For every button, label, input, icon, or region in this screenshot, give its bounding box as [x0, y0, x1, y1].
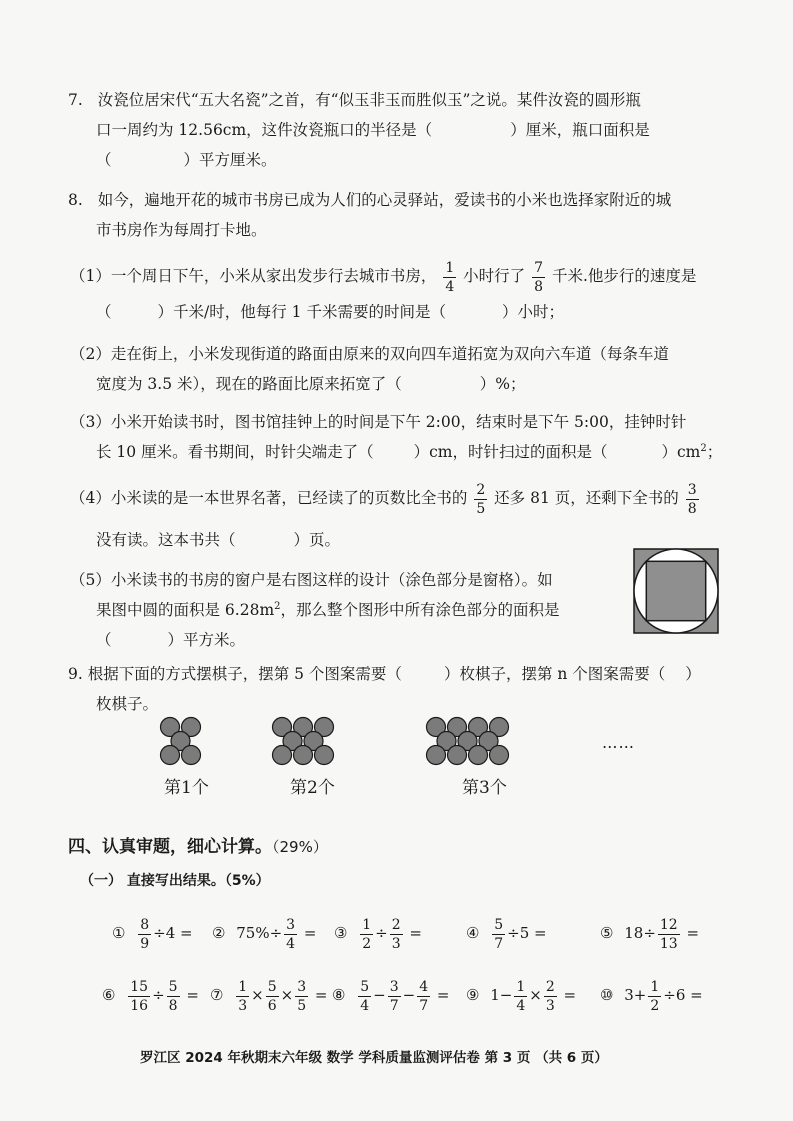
q8-p2-line1 [70, 342, 669, 364]
subsection-1-heading: （一） 直接写出结果。（5%） [80, 873, 270, 889]
q8-p5-line1: （5）小米读书的书房的窗户是右图这样的设计（涂色部分是窗格）。如 [70, 571, 553, 589]
q8-p2-line2: 宽度为 3.5 米），现在的路面比原来拓宽了（ ）%； [96, 375, 526, 393]
section-4-percent: （29%） [272, 838, 328, 856]
calc-3: ③ $\frac{1}{2}$ ÷ $\frac{2}{3}$ = [334, 916, 422, 952]
q8-p3-text-1: （3）小米开始读书时，图书馆挂钟上的时间是下午 2:00，结束时是下午 5:00，挂钟时针 [70, 413, 687, 431]
q8-number: 8. [68, 191, 83, 209]
q8-p3-line1 [70, 410, 686, 432]
q8-p5-line3: （ ）平方米。 [96, 631, 246, 649]
inner-square-shaded [646, 561, 705, 620]
calc-6: ⑥ $\frac{15}{16}$ ÷ $\frac{5}{8}$ = [102, 978, 199, 1014]
q7-text-1: 汝瓷位居宋代“五大名瓷”之首，有“似玉非玉而胜似玉”之说。某件汝瓷的圆形瓶 [97, 91, 641, 109]
q8-p1-text-c: 千米.他步行的速度是 [551, 267, 697, 285]
q8-text-1: 如今，遍地开花的城市书房已成为人们的心灵驿站，爱读书的小米也选择家附近的城 [97, 191, 672, 209]
q8-p1-line2: （ ）千米/时，他每行 1 千米需要的时间是（ ）小时； [96, 303, 564, 321]
calc-1: ① $\frac{8}{9}$ ÷4 = [112, 916, 193, 952]
continuation-dots: …… [602, 734, 635, 752]
window-figure [633, 548, 719, 634]
q8-p1-line1 [70, 256, 696, 296]
q7-line3 [96, 148, 277, 170]
q7-line1 [68, 88, 641, 110]
pattern-label-2: 第2个 [290, 778, 335, 798]
q7-text-3b: ）平方厘米。 [183, 151, 277, 169]
section-4-title: 四、认真审题，细心计算。 [68, 837, 272, 857]
q7-line2 [96, 118, 650, 140]
q9-line2: 枚棋子。 [96, 695, 159, 713]
calc-7: ⑦ $\frac{1}{3}$ × $\frac{5}{6}$ × $\frac{3}{5}$ = [210, 978, 328, 1014]
calc-5: ⑤ 18÷ $\frac{12}{13}$ = [600, 916, 700, 952]
pattern-label-3: 第3个 [462, 778, 507, 798]
q7-text-2b: ）厘米，瓶口面积是 [510, 121, 650, 139]
q8-p4-line1: （4）小米读的是一本世界名著，已经读了的页数比全书的 $\frac{2}{5}$ 还多 81 页，还剩下全书的 $\frac{3}{8}$ [70, 481, 697, 517]
calc-8: ⑧ $\frac{5}{4}$ − $\frac{3}{7}$ − $\frac{4}{7}$ = [332, 978, 450, 1014]
chess-pattern-2 [270, 716, 348, 766]
q8-line1 [68, 188, 671, 210]
section-4-heading [68, 832, 328, 857]
calc-4: ④ $\frac{5}{7}$ ÷5 = [466, 916, 547, 952]
q7-text-2a: 口一周约为 12.56cm，这件汝瓷瓶口的半径是（ [96, 121, 433, 139]
fraction-1-4: $\frac{1}{4}$ [445, 259, 455, 295]
q8-p1-text-a: （1）一个周日下午，小米从家出发步行去城市书房， [70, 267, 437, 285]
q8-text-2: 市书房作为每周打卡地。 [96, 221, 267, 239]
calc-9: ⑨ 1− $\frac{1}{4}$ × $\frac{2}{3}$ = [466, 978, 577, 1014]
q7-number: 7. [68, 91, 83, 109]
chess-pattern-1 [158, 716, 214, 766]
pattern-label-1: 第1个 [164, 778, 209, 798]
q9-line1: 9. 根据下面的方式摆棋子，摆第 5 个图案需要（ ）枚棋子，摆第 n 个图案需要（ ） [68, 665, 701, 683]
page-footer: 罗江区 2024 年秋期末六年级 数学 学科质量监测评估卷 第 3 页 （共 6 页） [140, 1050, 608, 1066]
q8-p3-line2: 长 10 厘米。看书期间，时针尖端走了（ ）cm，时针扫过的面积是（ ）$cm^2$； [96, 442, 723, 461]
q8-p5-line2: 果图中圆的面积是 $6.28m^2$，那么整个图形中所有涂色部分的面积是 [96, 600, 560, 619]
calc-10: ⑩ 3+ $\frac{1}{2}$ ÷6 = [600, 978, 703, 1014]
q8-p4-line2: 没有读。这本书共（ ）页。 [96, 531, 341, 549]
calc-2: ② 75%÷ $\frac{3}{4}$ = [212, 916, 317, 952]
q8-line2 [96, 218, 267, 240]
q8-p1-text-b: 小时行了 [463, 267, 526, 285]
fraction-7-8: $\frac{7}{8}$ [534, 259, 544, 295]
fraction-3-8: $\frac{3}{8}$ [687, 481, 697, 517]
chess-pattern-3 [424, 716, 524, 766]
fraction-2-5: $\frac{2}{5}$ [476, 481, 486, 517]
q8-p2-text-1: （2）走在街上，小米发现街道的路面由原来的双向四车道拓宽为双向六车道（每条车道 [70, 345, 669, 363]
q7-text-3a: （ [96, 151, 112, 169]
